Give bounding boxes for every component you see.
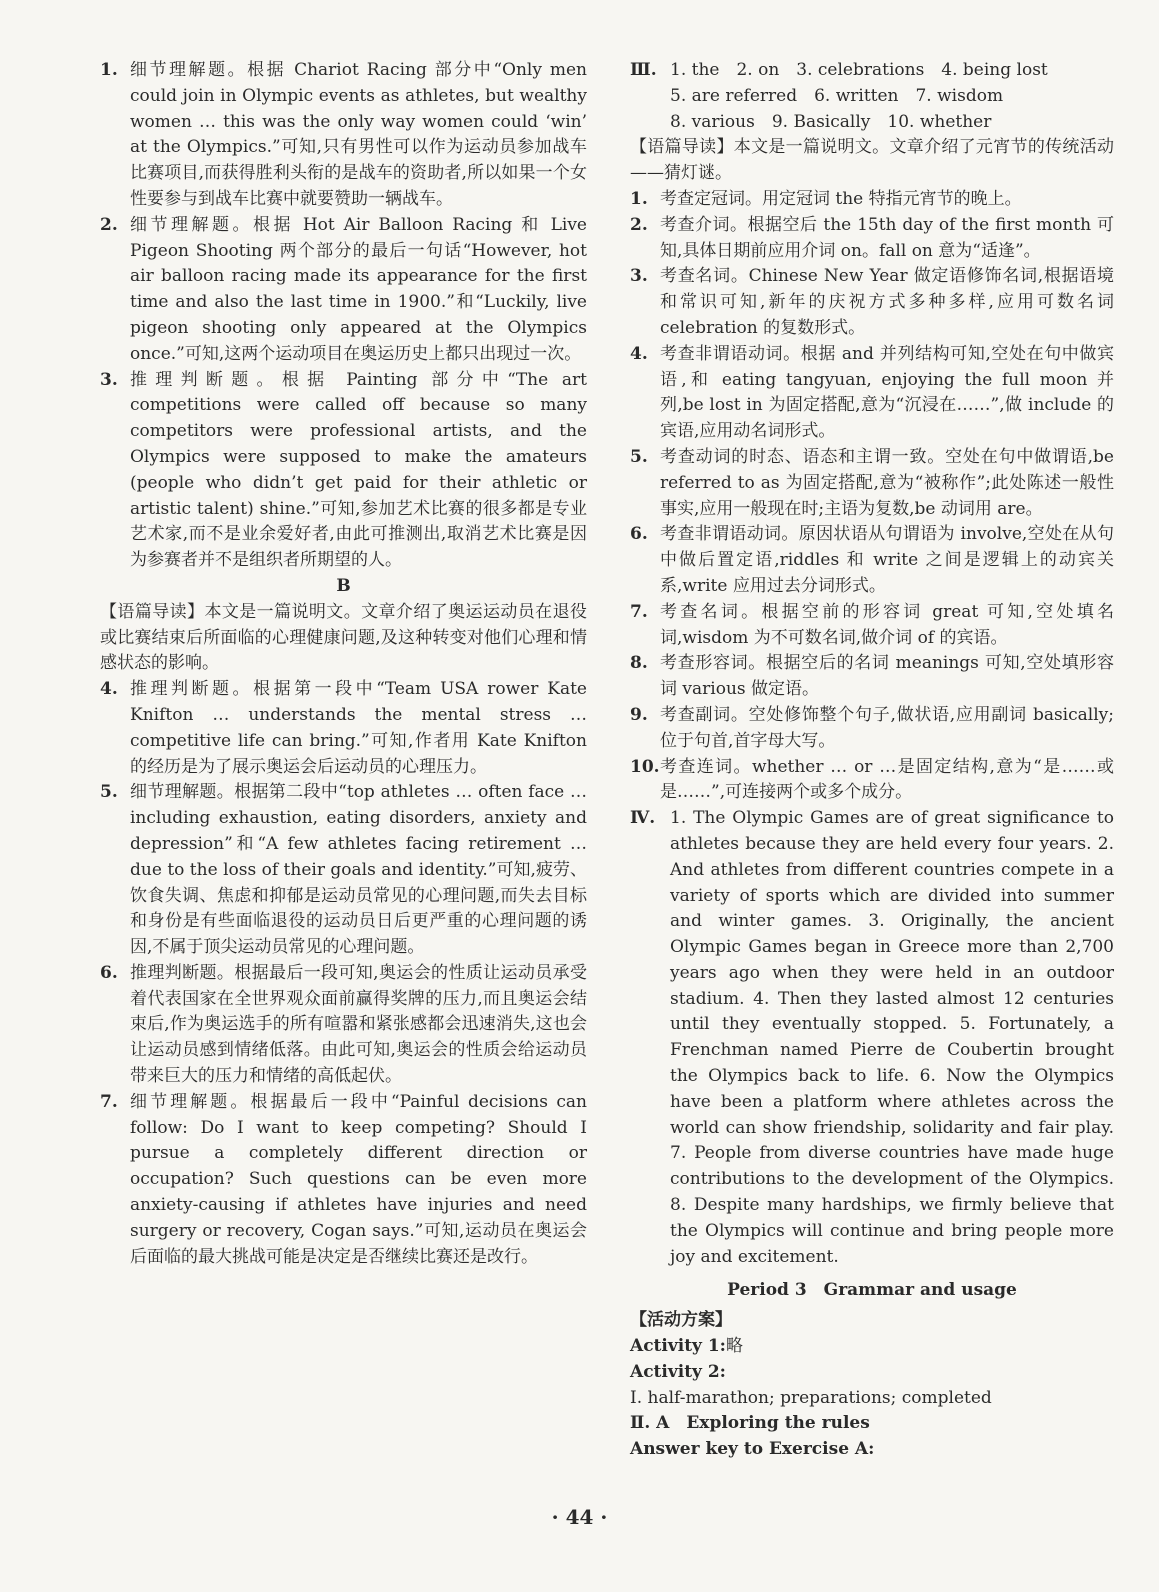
item-number: 8. [630, 653, 648, 674]
item-text: 考查介词。根据空后 the 15th day of the first month 可知,具体日期前应用介词 on。fall on 意为“适逢”。 [660, 214, 1114, 261]
answer-item-7 [100, 1090, 587, 1271]
item-text: 考查非谓语动词。原因状语从句谓语为 involve,空处在从句中做后置定语,riddles 和 write 之间是逻辑上的动宾关系,write 应用过去分词形式。 [660, 524, 1114, 596]
right-column [630, 58, 1114, 1463]
item-number: 1. [100, 60, 118, 80]
item-text: 考查名词。根据空前的形容词 great 可知,空处填名词,wisdom 为不可数名词,做介词 of 的宾语。 [660, 601, 1114, 648]
item-text: 细节理解题。根据最后一段中“Painful decisions can follow: Do I want to keep competing? Should I pursue a completely different direction or occupation? Such questions can be even more anxiety-causing if athletes have injuries and need surgery or recovery, Cogan says.”可知,运动员在奥运会后面临的最大挑战可能是决定是否继续比赛还是改行。 [130, 1091, 587, 1267]
answer-item-6 [100, 961, 587, 1090]
grammar-item-2 [630, 213, 1114, 265]
answer-item-2 [100, 213, 587, 368]
item-text: 考查名词。Chinese New Year 做定语修饰名词,根据语境和常识可知,新年的庆祝方式多种多样,应用可数名词 celebration 的复数形式。 [660, 266, 1114, 338]
activity-2-i [630, 1386, 1114, 1412]
section-label: Ⅳ. [630, 808, 656, 829]
item-text: 推理判断题。根据第一段中“Team USA rower Kate Knifton … understands the mental stress … competitive life can bring.”可知,作者用 Kate Knifton 的经历是为了展示奥运会后运动员的心理压力。 [130, 679, 587, 777]
item-number: 2. [630, 214, 648, 235]
left-column [100, 58, 587, 1270]
item-text: 考查定冠词。用定冠词 the 特指元宵节的晚上。 [660, 188, 1022, 209]
passage-intro: 【语篇导读】本文是一篇说明文。文章介绍了奥运运动员在退役或比赛结束后所面临的心理健康问题,及这种转变对他们心理和情感状态的影响。 [100, 601, 587, 674]
item-number: 7. [100, 1091, 118, 1112]
section-label: Ⅲ. [630, 60, 657, 80]
item-number: 1. [630, 188, 648, 209]
grammar-item-4 [630, 342, 1114, 445]
answer-line: 8. various 9. Basically 10. whether [670, 111, 992, 132]
section-heading-b: B [336, 575, 351, 596]
item-number: 7. [630, 601, 648, 622]
item-number: 6. [630, 524, 648, 545]
activity-2: Activity 2: [630, 1361, 726, 1382]
section-text: 1. The Olympic Games are of great significance to athletes because they are held every four years. 2. And athletes from different countries compete in a variety of sports which are divided into summer and winter games. 3. Originally, the ancient Olympic Games began in Greece more than 2,700 years ago when they were held in an outdoor stadium. 4. Then they lasted almost 12 centuries until they eventually stopped. 5. Fortunately, a Frenchman named Pierre de Coubertin brought the Olympics back to life. 6. Now the Olympics have been a platform where athletes across the world can show friendship, solidarity and fair play. 7. People from diverse countries have made huge contributions to the development of the Olympics. 8. Despite many hardships, we firmly believe that the Olympics will continue and bring people more joy and excitement. [670, 808, 1114, 1267]
activity-value: half-marathon; preparations; completed [647, 1387, 992, 1408]
activity-header: 【活动方案】 [630, 1310, 732, 1331]
answer-item-1 [100, 58, 587, 213]
item-number: 5. [630, 446, 648, 467]
item-text: 考查副词。空处修饰整个句子,做状语,应用副词 basically;位于句首,首字母大写。 [660, 704, 1114, 751]
item-number: 4. [100, 679, 118, 700]
item-text: 推理判断题。根据 Painting 部分中“The art competitions were called off because so many competitors were professional artists, and the Olympics were supposed to make the amateurs (people who didn’t get paid for their athletic or artistic talent) shine.”可知,参加艺术比赛的很多都是专业艺术家,而不是业余爱好者,由此可推测出,取消艺术比赛是因为参赛者并不是组织者所期望的人。 [130, 369, 587, 571]
item-number: 6. [100, 962, 118, 983]
item-number: 5. [100, 782, 118, 803]
item-text: 考查动词的时态、语态和主谓一致。空处在句中做谓语,be referred to as 为固定搭配,意为“被称作”;此处陈述一般性事实,应用一般现在时;主语为复数,be 动词用 are。 [660, 446, 1114, 519]
item-text: 考查非谓语动词。根据 and 并列结构可知,空处在句中做宾语,和 eating tangyuan, enjoying the full moon 并列,be lost in 为固定搭配,意为“沉浸在……”,做 include 的宾语,应用动名词形式。 [660, 343, 1114, 442]
answer-line: 1. the 2. on 3. celebrations 4. being lost [670, 60, 1048, 80]
grammar-item-8 [630, 651, 1114, 703]
grammar-items [630, 187, 1114, 806]
section-4-answers [630, 806, 1114, 1270]
grammar-item-6 [630, 522, 1114, 599]
answer-item-4 [100, 677, 587, 780]
grammar-item-1 [630, 187, 1114, 213]
item-number: 10. [630, 756, 660, 777]
page-number: · 44 · [551, 1505, 608, 1529]
item-text: 细节理解题。根据 Chariot Racing 部分中“Only men could join in Olympic events as athletes, but wealthy women … this was the only way women could ‘win’ at the Olympics.”可知,只有男性可以作为运动员参加战车比赛项目,而获得胜利头衔的是战车的资助者,所以如果一个女性要参与到战车比赛中就要赞助一辆战车。 [130, 60, 587, 209]
item-text: 推理判断题。根据最后一段可知,奥运会的性质让运动员承受着代表国家在全世界观众面前赢得奖牌的压力,而且奥运会结束后,作为奥运选手的所有喧嚣和紧张感都会迅速消失,这也会让运动员感到情绪低落。由此可知,奥运会的性质会给运动员带来巨大的压力和情绪的高低起伏。 [130, 962, 587, 1087]
item-text: 考查连词。whether … or …是固定结构,意为“是……或是……”,可连接两个或多个成分。 [660, 756, 1114, 803]
item-number: 9. [630, 704, 648, 725]
item-text: 细节理解题。根据第二段中“top athletes … often face … including exhaustion, eating disorders, anxiety and depression”和“A few athletes facing retirement … due to the loss of their goals and identity.”可知,疲劳、饮食失调、焦虑和抑郁是运动员常见的心理问题,而失去目标和身份是有些面临退役的运动员日后更严重的心理问题的诱因,不属于顶尖运动员常见的心理问题。 [130, 782, 587, 958]
activity-value: 略 [725, 1336, 743, 1357]
item-number: 2. [100, 214, 118, 235]
section-3-answers [630, 58, 1114, 135]
roman-label: Ⅰ. [630, 1387, 643, 1408]
item-text: 考查形容词。根据空后的名词 meanings 可知,空处填形容词 various 做定语。 [660, 653, 1114, 700]
period-title: Period 3 Grammar and usage [727, 1280, 1017, 1301]
answer-item-5 [100, 780, 587, 961]
grammar-item-3 [630, 264, 1114, 341]
grammar-item-7 [630, 600, 1114, 652]
activity-label: Activity 1: [630, 1336, 726, 1357]
item-text: 细节理解题。根据 Hot Air Balloon Racing 和 Live Pigeon Shooting 两个部分的最后一句话“However, hot air balloon racing made its appearance for the first time and also the last time in 1900.”和“Luckily, live pigeon shooting only appeared at the Olympics once.”可知,这两个运动项目在奥运历史上都只出现过一次。 [130, 214, 587, 364]
passage-intro: 【语篇导读】本文是一篇说明文。文章介绍了元宵节的传统活动——猜灯谜。 [630, 137, 1114, 184]
answer-item-3 [100, 368, 587, 574]
item-number: 3. [630, 266, 648, 287]
grammar-item-5 [630, 445, 1114, 522]
grammar-item-10 [630, 755, 1114, 807]
grammar-item-9 [630, 703, 1114, 755]
activity-1 [630, 1334, 1114, 1360]
item-number: 4. [630, 343, 648, 364]
item-number: 3. [100, 369, 118, 390]
answer-key-heading: Answer key to Exercise A: [630, 1439, 875, 1460]
answer-line: 5. are referred 6. written 7. wisdom [670, 85, 1004, 106]
activity-2-ii: Ⅱ. A Exploring the rules [630, 1413, 870, 1434]
